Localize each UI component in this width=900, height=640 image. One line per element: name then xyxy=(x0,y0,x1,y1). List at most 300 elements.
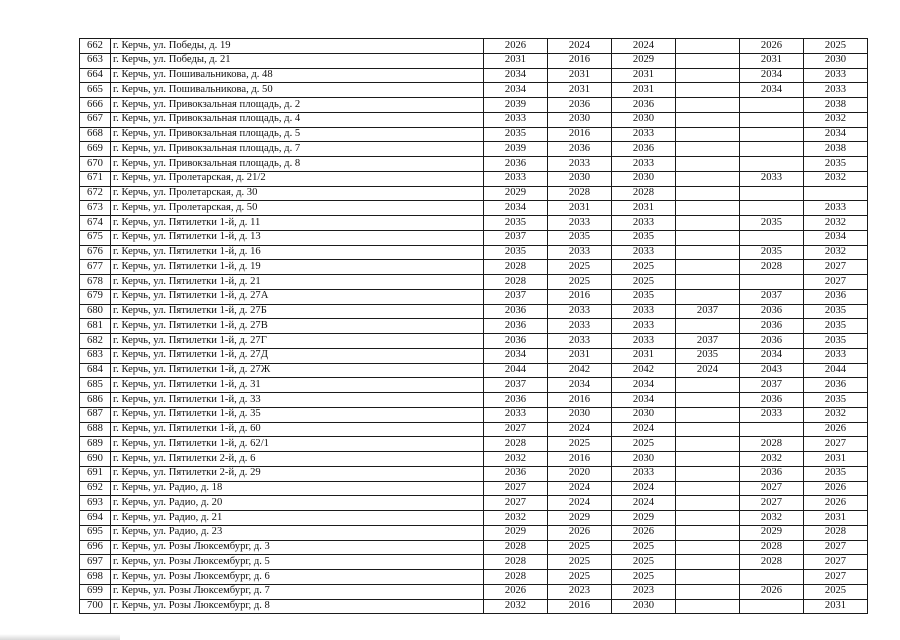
row-number: 675 xyxy=(80,230,111,245)
year-cell-5 xyxy=(740,230,804,245)
table-row xyxy=(80,157,868,172)
year-cell-3: 2035 xyxy=(612,289,676,304)
year-cell-6: 2031 xyxy=(804,599,868,614)
address-cell: г. Керчь, ул. Пролетарская, д. 30 xyxy=(111,186,484,201)
year-cell-1: 2028 xyxy=(484,540,548,555)
table-row xyxy=(80,260,868,275)
table-row xyxy=(80,39,868,54)
year-cell-4 xyxy=(676,127,740,142)
year-cell-6: 2036 xyxy=(804,289,868,304)
row-number: 664 xyxy=(80,68,111,83)
year-cell-5: 2034 xyxy=(740,83,804,98)
year-cell-5 xyxy=(740,422,804,437)
year-cell-5: 2035 xyxy=(740,216,804,231)
address-cell: г. Керчь, ул. Розы Люксембург, д. 8 xyxy=(111,599,484,614)
year-cell-5: 2028 xyxy=(740,260,804,275)
year-cell-2: 2026 xyxy=(548,525,612,540)
row-number: 699 xyxy=(80,584,111,599)
year-cell-5: 2036 xyxy=(740,393,804,408)
year-cell-6: 2027 xyxy=(804,437,868,452)
year-cell-3: 2031 xyxy=(612,83,676,98)
schedule-table xyxy=(79,38,868,614)
year-cell-2: 2023 xyxy=(548,584,612,599)
address-cell: г. Керчь, ул. Привокзальная площадь, д. 5 xyxy=(111,127,484,142)
row-number: 692 xyxy=(80,481,111,496)
year-cell-4 xyxy=(676,584,740,599)
year-cell-4 xyxy=(676,186,740,201)
row-number: 668 xyxy=(80,127,111,142)
year-cell-1: 2037 xyxy=(484,230,548,245)
year-cell-1: 2031 xyxy=(484,53,548,68)
year-cell-6: 2031 xyxy=(804,511,868,526)
year-cell-3: 2023 xyxy=(612,584,676,599)
address-cell: г. Керчь, ул. Пятилетки 1-й, д. 13 xyxy=(111,230,484,245)
year-cell-1: 2026 xyxy=(484,39,548,54)
table-row xyxy=(80,407,868,422)
year-cell-3: 2024 xyxy=(612,39,676,54)
table-row xyxy=(80,584,868,599)
year-cell-5: 2033 xyxy=(740,407,804,422)
row-number: 673 xyxy=(80,201,111,216)
year-cell-6: 2035 xyxy=(804,393,868,408)
table-row xyxy=(80,555,868,570)
table-row xyxy=(80,525,868,540)
table-row xyxy=(80,496,868,511)
year-cell-5: 2037 xyxy=(740,378,804,393)
row-number: 693 xyxy=(80,496,111,511)
year-cell-3: 2025 xyxy=(612,570,676,585)
year-cell-2: 2025 xyxy=(548,540,612,555)
year-cell-1: 2032 xyxy=(484,511,548,526)
year-cell-5: 2031 xyxy=(740,53,804,68)
year-cell-4 xyxy=(676,260,740,275)
table-row xyxy=(80,570,868,585)
row-number: 674 xyxy=(80,216,111,231)
row-number: 677 xyxy=(80,260,111,275)
year-cell-6: 2025 xyxy=(804,39,868,54)
address-cell: г. Керчь, ул. Пятилетки 1-й, д. 19 xyxy=(111,260,484,275)
year-cell-3: 2024 xyxy=(612,422,676,437)
row-number: 679 xyxy=(80,289,111,304)
address-cell: г. Керчь, ул. Пролетарская, д. 21/2 xyxy=(111,171,484,186)
year-cell-2: 2031 xyxy=(548,201,612,216)
year-cell-1: 2037 xyxy=(484,289,548,304)
year-cell-5: 2029 xyxy=(740,525,804,540)
address-cell: г. Керчь, ул. Пятилетки 2-й, д. 29 xyxy=(111,466,484,481)
row-number: 682 xyxy=(80,334,111,349)
year-cell-2: 2024 xyxy=(548,39,612,54)
year-cell-4 xyxy=(676,157,740,172)
table-row xyxy=(80,201,868,216)
year-cell-6: 2026 xyxy=(804,481,868,496)
row-number: 662 xyxy=(80,39,111,54)
year-cell-5: 2027 xyxy=(740,496,804,511)
year-cell-5: 2036 xyxy=(740,304,804,319)
year-cell-6: 2032 xyxy=(804,112,868,127)
row-number: 669 xyxy=(80,142,111,157)
row-number: 697 xyxy=(80,555,111,570)
row-number: 695 xyxy=(80,525,111,540)
year-cell-3: 2034 xyxy=(612,393,676,408)
address-cell: г. Керчь, ул. Розы Люксембург, д. 5 xyxy=(111,555,484,570)
year-cell-3: 2034 xyxy=(612,378,676,393)
year-cell-5 xyxy=(740,570,804,585)
address-cell: г. Керчь, ул. Пятилетки 1-й, д. 27Ж xyxy=(111,363,484,378)
table-row xyxy=(80,245,868,260)
year-cell-1: 2028 xyxy=(484,555,548,570)
table-row xyxy=(80,83,868,98)
address-cell: г. Керчь, ул. Победы, д. 19 xyxy=(111,39,484,54)
year-cell-4 xyxy=(676,570,740,585)
row-number: 666 xyxy=(80,98,111,113)
year-cell-6: 2028 xyxy=(804,525,868,540)
year-cell-5 xyxy=(740,112,804,127)
year-cell-6: 2027 xyxy=(804,260,868,275)
year-cell-6: 2031 xyxy=(804,452,868,467)
table-row xyxy=(80,422,868,437)
year-cell-1: 2035 xyxy=(484,216,548,231)
year-cell-1: 2036 xyxy=(484,319,548,334)
year-cell-1: 2037 xyxy=(484,378,548,393)
year-cell-2: 2033 xyxy=(548,334,612,349)
row-number: 698 xyxy=(80,570,111,585)
year-cell-3: 2031 xyxy=(612,68,676,83)
year-cell-3: 2036 xyxy=(612,142,676,157)
year-cell-4 xyxy=(676,216,740,231)
row-number: 671 xyxy=(80,171,111,186)
year-cell-6: 2026 xyxy=(804,496,868,511)
year-cell-2: 2031 xyxy=(548,348,612,363)
year-cell-6: 2033 xyxy=(804,201,868,216)
table-row xyxy=(80,230,868,245)
address-cell: г. Керчь, ул. Привокзальная площадь, д. 4 xyxy=(111,112,484,127)
year-cell-1: 2028 xyxy=(484,570,548,585)
year-cell-1: 2035 xyxy=(484,245,548,260)
year-cell-2: 2033 xyxy=(548,216,612,231)
year-cell-6: 2033 xyxy=(804,68,868,83)
year-cell-4 xyxy=(676,525,740,540)
year-cell-4 xyxy=(676,466,740,481)
table-row xyxy=(80,319,868,334)
address-cell: г. Керчь, ул. Розы Люксембург, д. 3 xyxy=(111,540,484,555)
address-cell: г. Керчь, ул. Пролетарская, д. 50 xyxy=(111,201,484,216)
year-cell-4: 2035 xyxy=(676,348,740,363)
year-cell-4 xyxy=(676,112,740,127)
table-row xyxy=(80,466,868,481)
year-cell-5: 2026 xyxy=(740,584,804,599)
year-cell-1: 2044 xyxy=(484,363,548,378)
year-cell-3: 2025 xyxy=(612,260,676,275)
year-cell-3: 2025 xyxy=(612,275,676,290)
year-cell-4 xyxy=(676,378,740,393)
year-cell-4 xyxy=(676,422,740,437)
year-cell-6: 2032 xyxy=(804,407,868,422)
table-row xyxy=(80,186,868,201)
address-cell: г. Керчь, ул. Радио, д. 20 xyxy=(111,496,484,511)
table-row xyxy=(80,540,868,555)
year-cell-5 xyxy=(740,201,804,216)
year-cell-3: 2033 xyxy=(612,127,676,142)
year-cell-6: 2038 xyxy=(804,98,868,113)
year-cell-5 xyxy=(740,142,804,157)
year-cell-6: 2035 xyxy=(804,334,868,349)
table-row xyxy=(80,275,868,290)
address-cell: г. Керчь, ул. Пятилетки 1-й, д. 27Д xyxy=(111,348,484,363)
row-number: 681 xyxy=(80,319,111,334)
row-number: 680 xyxy=(80,304,111,319)
year-cell-3: 2028 xyxy=(612,186,676,201)
year-cell-1: 2033 xyxy=(484,171,548,186)
year-cell-5 xyxy=(740,275,804,290)
year-cell-6: 2032 xyxy=(804,245,868,260)
year-cell-5: 2037 xyxy=(740,289,804,304)
address-cell: г. Керчь, ул. Радио, д. 21 xyxy=(111,511,484,526)
year-cell-5: 2033 xyxy=(740,171,804,186)
year-cell-1: 2036 xyxy=(484,334,548,349)
year-cell-4 xyxy=(676,39,740,54)
year-cell-1: 2026 xyxy=(484,584,548,599)
year-cell-2: 2025 xyxy=(548,437,612,452)
year-cell-2: 2025 xyxy=(548,555,612,570)
table-row xyxy=(80,511,868,526)
year-cell-6: 2030 xyxy=(804,53,868,68)
year-cell-3: 2042 xyxy=(612,363,676,378)
row-number: 689 xyxy=(80,437,111,452)
year-cell-3: 2030 xyxy=(612,407,676,422)
year-cell-6: 2044 xyxy=(804,363,868,378)
year-cell-1: 2036 xyxy=(484,157,548,172)
year-cell-2: 2030 xyxy=(548,171,612,186)
year-cell-4: 2037 xyxy=(676,334,740,349)
year-cell-6: 2026 xyxy=(804,422,868,437)
year-cell-3: 2025 xyxy=(612,555,676,570)
address-cell: г. Керчь, ул. Пятилетки 1-й, д. 60 xyxy=(111,422,484,437)
address-cell: г. Керчь, ул. Пятилетки 1-й, д. 33 xyxy=(111,393,484,408)
address-cell: г. Керчь, ул. Пошивальникова, д. 50 xyxy=(111,83,484,98)
year-cell-2: 2034 xyxy=(548,378,612,393)
year-cell-4 xyxy=(676,496,740,511)
row-number: 700 xyxy=(80,599,111,614)
year-cell-4 xyxy=(676,407,740,422)
address-cell: г. Керчь, ул. Победы, д. 21 xyxy=(111,53,484,68)
year-cell-6: 2035 xyxy=(804,319,868,334)
year-cell-1: 2039 xyxy=(484,142,548,157)
year-cell-6: 2027 xyxy=(804,570,868,585)
year-cell-3: 2030 xyxy=(612,599,676,614)
year-cell-2: 2030 xyxy=(548,407,612,422)
year-cell-6: 2032 xyxy=(804,171,868,186)
year-cell-1: 2028 xyxy=(484,275,548,290)
row-number: 665 xyxy=(80,83,111,98)
year-cell-5: 2027 xyxy=(740,481,804,496)
year-cell-3: 2033 xyxy=(612,334,676,349)
address-cell: г. Керчь, ул. Пятилетки 1-й, д. 21 xyxy=(111,275,484,290)
year-cell-4 xyxy=(676,53,740,68)
address-cell: г. Керчь, ул. Пятилетки 1-й, д. 11 xyxy=(111,216,484,231)
table-row xyxy=(80,393,868,408)
year-cell-3: 2033 xyxy=(612,319,676,334)
row-number: 684 xyxy=(80,363,111,378)
table-row xyxy=(80,112,868,127)
row-number: 686 xyxy=(80,393,111,408)
year-cell-1: 2036 xyxy=(484,466,548,481)
year-cell-3: 2024 xyxy=(612,481,676,496)
year-cell-5: 2032 xyxy=(740,452,804,467)
year-cell-3: 2025 xyxy=(612,437,676,452)
year-cell-5: 2028 xyxy=(740,555,804,570)
year-cell-6: 2025 xyxy=(804,584,868,599)
address-cell: г. Керчь, ул. Розы Люксембург, д. 7 xyxy=(111,584,484,599)
year-cell-2: 2025 xyxy=(548,260,612,275)
year-cell-4: 2037 xyxy=(676,304,740,319)
table-row xyxy=(80,98,868,113)
row-number: 663 xyxy=(80,53,111,68)
table-row xyxy=(80,304,868,319)
year-cell-2: 2016 xyxy=(548,393,612,408)
address-cell: г. Керчь, ул. Радио, д. 18 xyxy=(111,481,484,496)
year-cell-6: 2036 xyxy=(804,378,868,393)
year-cell-1: 2033 xyxy=(484,407,548,422)
year-cell-4 xyxy=(676,68,740,83)
year-cell-1: 2034 xyxy=(484,83,548,98)
year-cell-5 xyxy=(740,186,804,201)
year-cell-6: 2035 xyxy=(804,466,868,481)
year-cell-2: 2024 xyxy=(548,481,612,496)
year-cell-4 xyxy=(676,142,740,157)
year-cell-5: 2036 xyxy=(740,319,804,334)
year-cell-5: 2026 xyxy=(740,39,804,54)
year-cell-2: 2028 xyxy=(548,186,612,201)
year-cell-5 xyxy=(740,98,804,113)
table-row xyxy=(80,481,868,496)
row-number: 676 xyxy=(80,245,111,260)
year-cell-3: 2030 xyxy=(612,171,676,186)
row-number: 690 xyxy=(80,452,111,467)
row-number: 688 xyxy=(80,422,111,437)
year-cell-4 xyxy=(676,289,740,304)
table-row xyxy=(80,452,868,467)
year-cell-2: 2016 xyxy=(548,452,612,467)
address-cell: г. Керчь, ул. Пятилетки 1-й, д. 31 xyxy=(111,378,484,393)
year-cell-5: 2034 xyxy=(740,68,804,83)
year-cell-6: 2038 xyxy=(804,142,868,157)
year-cell-2: 2030 xyxy=(548,112,612,127)
row-number: 670 xyxy=(80,157,111,172)
year-cell-1: 2027 xyxy=(484,481,548,496)
address-cell: г. Керчь, ул. Привокзальная площадь, д. 2 xyxy=(111,98,484,113)
year-cell-1: 2032 xyxy=(484,599,548,614)
row-number: 696 xyxy=(80,540,111,555)
year-cell-1: 2028 xyxy=(484,437,548,452)
year-cell-5: 2032 xyxy=(740,511,804,526)
year-cell-2: 2025 xyxy=(548,570,612,585)
year-cell-3: 2033 xyxy=(612,466,676,481)
year-cell-6: 2035 xyxy=(804,304,868,319)
year-cell-6: 2034 xyxy=(804,230,868,245)
address-cell: г. Керчь, ул. Пятилетки 1-й, д. 27В xyxy=(111,319,484,334)
table-row xyxy=(80,363,868,378)
year-cell-2: 2016 xyxy=(548,127,612,142)
year-cell-1: 2032 xyxy=(484,452,548,467)
year-cell-4 xyxy=(676,555,740,570)
year-cell-3: 2026 xyxy=(612,525,676,540)
year-cell-1: 2028 xyxy=(484,260,548,275)
year-cell-3: 2033 xyxy=(612,245,676,260)
year-cell-6: 2027 xyxy=(804,555,868,570)
address-cell: г. Керчь, ул. Привокзальная площадь, д. 8 xyxy=(111,157,484,172)
year-cell-2: 2033 xyxy=(548,319,612,334)
year-cell-5: 2034 xyxy=(740,348,804,363)
year-cell-2: 2036 xyxy=(548,142,612,157)
year-cell-3: 2031 xyxy=(612,201,676,216)
year-cell-5: 2043 xyxy=(740,363,804,378)
year-cell-2: 2036 xyxy=(548,98,612,113)
year-cell-1: 2039 xyxy=(484,98,548,113)
table-row xyxy=(80,289,868,304)
year-cell-4 xyxy=(676,83,740,98)
year-cell-4 xyxy=(676,393,740,408)
year-cell-2: 2033 xyxy=(548,157,612,172)
row-number: 694 xyxy=(80,511,111,526)
table-row xyxy=(80,378,868,393)
year-cell-3: 2030 xyxy=(612,452,676,467)
table-row xyxy=(80,348,868,363)
year-cell-6: 2032 xyxy=(804,216,868,231)
table-row xyxy=(80,53,868,68)
table-row xyxy=(80,127,868,142)
year-cell-4 xyxy=(676,275,740,290)
year-cell-4 xyxy=(676,98,740,113)
year-cell-1: 2034 xyxy=(484,348,548,363)
year-cell-2: 2031 xyxy=(548,68,612,83)
year-cell-5: 2036 xyxy=(740,466,804,481)
year-cell-2: 2016 xyxy=(548,599,612,614)
year-cell-4 xyxy=(676,319,740,334)
year-cell-4 xyxy=(676,437,740,452)
table-body xyxy=(80,39,868,614)
year-cell-6: 2035 xyxy=(804,157,868,172)
year-cell-3: 2030 xyxy=(612,112,676,127)
year-cell-6 xyxy=(804,186,868,201)
year-cell-4 xyxy=(676,201,740,216)
year-cell-4 xyxy=(676,230,740,245)
year-cell-2: 2033 xyxy=(548,245,612,260)
year-cell-4 xyxy=(676,511,740,526)
year-cell-2: 2024 xyxy=(548,496,612,511)
year-cell-2: 2016 xyxy=(548,53,612,68)
year-cell-4 xyxy=(676,481,740,496)
year-cell-4 xyxy=(676,452,740,467)
year-cell-3: 2025 xyxy=(612,540,676,555)
year-cell-2: 2016 xyxy=(548,289,612,304)
year-cell-1: 2029 xyxy=(484,186,548,201)
row-number: 683 xyxy=(80,348,111,363)
year-cell-3: 2033 xyxy=(612,157,676,172)
year-cell-3: 2036 xyxy=(612,98,676,113)
scan-edge-shadow xyxy=(0,634,120,640)
year-cell-2: 2029 xyxy=(548,511,612,526)
year-cell-5: 2028 xyxy=(740,437,804,452)
year-cell-2: 2033 xyxy=(548,304,612,319)
year-cell-5: 2035 xyxy=(740,245,804,260)
year-cell-3: 2035 xyxy=(612,230,676,245)
year-cell-1: 2034 xyxy=(484,68,548,83)
table-row xyxy=(80,334,868,349)
year-cell-3: 2031 xyxy=(612,348,676,363)
row-number: 672 xyxy=(80,186,111,201)
year-cell-1: 2027 xyxy=(484,496,548,511)
table-row xyxy=(80,437,868,452)
